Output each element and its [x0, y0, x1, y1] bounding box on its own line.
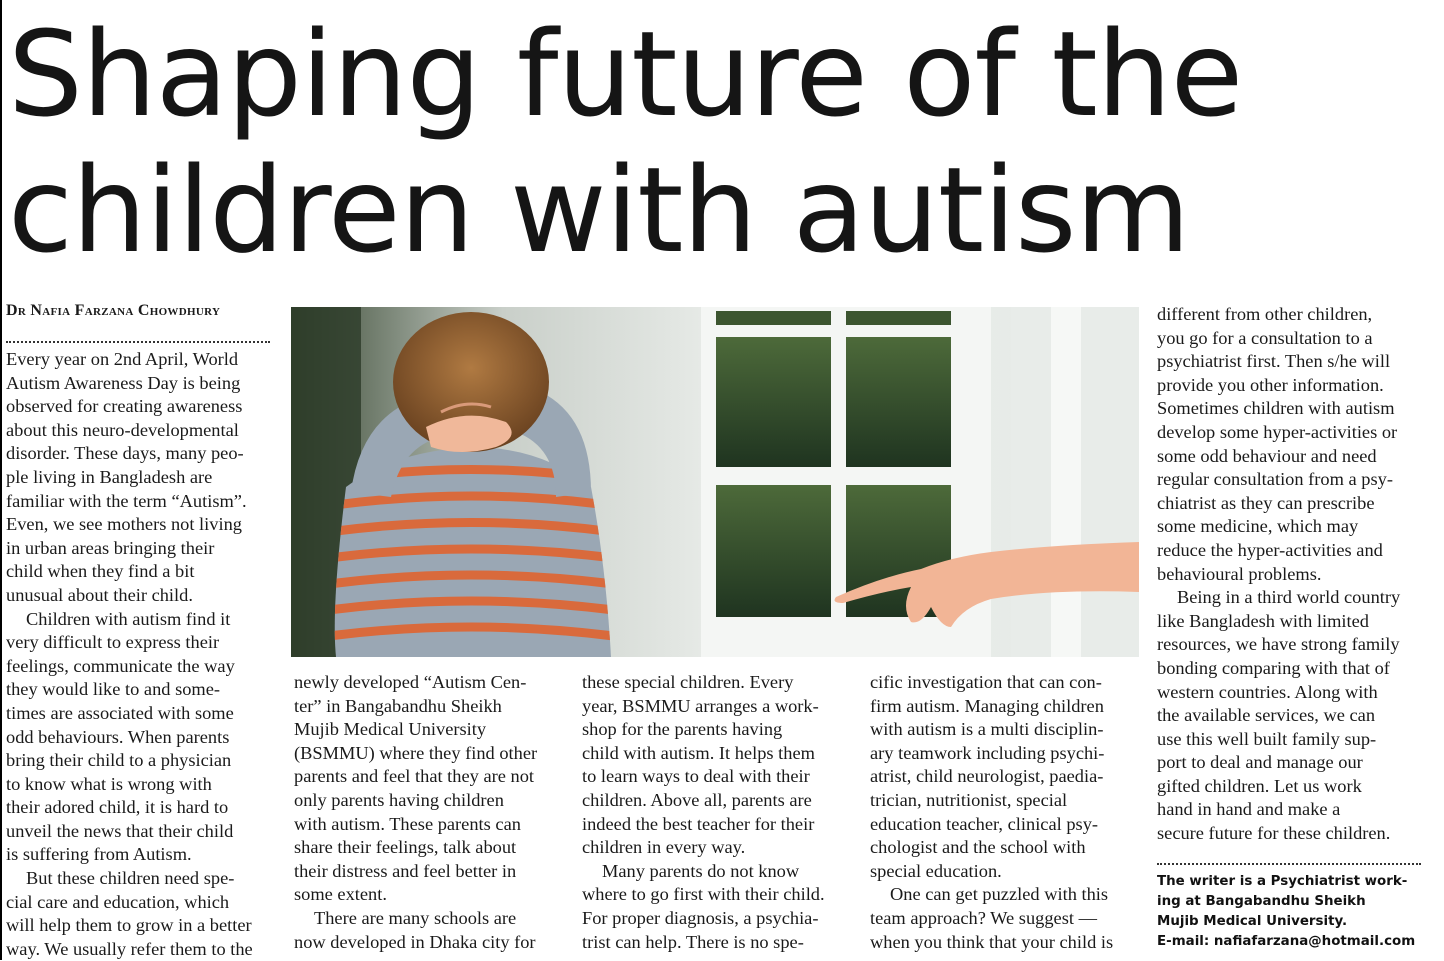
- text-line: secure future for these children.: [1157, 823, 1391, 844]
- text-line: chologist and the school with: [870, 837, 1086, 858]
- text-line: with autism is a multi disciplin-: [870, 719, 1104, 740]
- text-line: different from other children,: [1157, 304, 1373, 324]
- text-line: familiar with the term “Autism”.: [6, 490, 247, 511]
- child-photo-illustration: [291, 307, 1139, 657]
- footnote-email: E-mail: nafiafarzana@hotmail.com: [1157, 934, 1416, 949]
- text-line: ter” in Bangabandhu Sheikh: [294, 695, 502, 716]
- text-line: For proper diagnosis, a psychia-: [582, 907, 819, 928]
- text-line: like Bangladesh with limited: [1157, 610, 1369, 631]
- text-line: chiatrist as they can prescribe: [1157, 492, 1375, 513]
- text-line: is suffering from Autism.: [6, 844, 192, 865]
- text-line: Every year on 2nd April, World: [6, 349, 239, 369]
- col3-paragraph-1: [582, 671, 854, 860]
- headline-line-1: Shaping future of the: [8, 5, 1243, 143]
- col2-paragraph-2: [294, 907, 566, 954]
- text-line: education teacher, clinical psy-: [870, 813, 1099, 834]
- text-line: with autism. These parents can: [294, 813, 521, 834]
- author-footnote: [1157, 872, 1437, 952]
- text-line: trician, nutritionist, special: [870, 789, 1068, 810]
- byline: Dr Nafia Farzana Chowdhury: [6, 302, 221, 319]
- text-line: will help them to grow in a better: [6, 915, 252, 936]
- text-line: hand in hand and make a: [1157, 799, 1341, 820]
- text-line: some extent.: [294, 884, 387, 905]
- window-pane: [846, 337, 951, 467]
- text-line: But these children need spe-: [26, 868, 235, 889]
- text-line: regular consultation from a psy-: [1157, 469, 1393, 490]
- text-line: gifted children. Let us work: [1157, 775, 1362, 796]
- text-line: child when they find a bit: [6, 561, 195, 582]
- byline-divider: [6, 341, 270, 343]
- text-line: these special children. Every: [582, 672, 794, 692]
- footnote-line: Mujib Medical University.: [1157, 914, 1348, 929]
- text-line: bonding comparing with that of: [1157, 657, 1390, 678]
- column-2: [294, 671, 566, 954]
- text-line: share their feelings, talk about: [294, 837, 517, 858]
- text-line: There are many schools are: [314, 907, 517, 928]
- text-line: Many parents do not know: [602, 860, 800, 881]
- text-line: where to go first with their child.: [582, 884, 825, 905]
- text-line: Children with autism find it: [26, 608, 231, 629]
- text-line: now developed in Dhaka city for: [294, 931, 536, 952]
- text-line: Being in a third world country: [1177, 587, 1401, 608]
- text-line: times are associated with some: [6, 702, 234, 723]
- text-line: to learn ways to deal with their: [582, 766, 810, 787]
- text-line: newly developed “Autism Cen-: [294, 672, 527, 692]
- text-line: unusual about their child.: [6, 584, 193, 605]
- col1-paragraph-2: [6, 608, 278, 868]
- text-line: the available services, we can: [1157, 705, 1376, 726]
- text-line: their distress and feel better in: [294, 860, 517, 881]
- text-line: atrist, child neurologist, paedia-: [870, 766, 1104, 787]
- text-line: to know what is wrong with: [6, 773, 212, 794]
- footnote-divider: [1157, 863, 1421, 865]
- text-line: Sometimes children with autism: [1157, 398, 1395, 419]
- text-line: year, BSMMU arranges a work-: [582, 695, 819, 716]
- column-3: [582, 671, 854, 954]
- text-line: shop for the parents having: [582, 719, 783, 740]
- text-line: team approach? We suggest —: [870, 907, 1097, 928]
- text-line: when you think that your child is: [870, 931, 1114, 952]
- text-line: trist can help. There is no spe-: [582, 931, 804, 952]
- text-line: in urban areas bringing their: [6, 537, 215, 558]
- text-line: only parents having children: [294, 789, 504, 810]
- text-line: cific investigation that can con-: [870, 672, 1102, 692]
- text-line: bring their child to a physician: [6, 750, 232, 771]
- text-line: some odd behaviour and need: [1157, 445, 1377, 466]
- text-line: indeed the best teacher for their: [582, 813, 815, 834]
- text-line: ple living in Bangladesh are: [6, 466, 213, 487]
- text-line: western countries. Along with: [1157, 681, 1378, 702]
- col4-paragraph-2: [870, 883, 1142, 954]
- headline: [8, 6, 1428, 278]
- article-photo: [291, 307, 1139, 657]
- text-line: child with autism. It helps them: [582, 742, 815, 763]
- text-line: cial care and education, which: [6, 891, 230, 912]
- page-left-rule: [0, 0, 2, 960]
- headline-line-2: children with autism: [8, 141, 1190, 279]
- text-line: Even, we see mothers not living: [6, 514, 242, 535]
- text-line: port to deal and manage our: [1157, 752, 1363, 773]
- col2-paragraph-1: [294, 671, 566, 907]
- text-line: psychiatrist first. Then s/he will: [1157, 351, 1391, 372]
- column-4: [870, 671, 1142, 954]
- text-line: observed for creating awareness: [6, 396, 243, 417]
- text-line: (BSMMU) where they find other: [294, 742, 538, 763]
- col3-paragraph-2: [582, 860, 854, 954]
- text-line: reduce the hyper-activities and: [1157, 539, 1383, 560]
- text-line: firm autism. Managing children: [870, 695, 1104, 716]
- text-line: disorder. These days, many peo-: [6, 443, 244, 464]
- col1-paragraph-1: [6, 348, 278, 608]
- column-1: [6, 348, 278, 961]
- text-line: their adored child, it is hard to: [6, 797, 229, 818]
- text-line: unveil the news that their child: [6, 820, 234, 841]
- text-line: parents and feel that they are not: [294, 766, 534, 787]
- text-line: develop some hyper-activities or: [1157, 421, 1398, 442]
- text-line: special education.: [870, 860, 1002, 881]
- text-line: use this well built family sup-: [1157, 728, 1377, 749]
- text-line: some medicine, which may: [1157, 516, 1359, 537]
- text-line: provide you other information.: [1157, 374, 1384, 395]
- text-line: odd behaviours. When parents: [6, 726, 230, 747]
- footnote-line: ing at Bangabandhu Sheikh: [1157, 894, 1366, 909]
- text-line: One can get puzzled with this: [890, 884, 1109, 905]
- text-line: children. Above all, parents are: [582, 789, 812, 810]
- window-pane: [716, 485, 831, 617]
- text-line: they would like to and some-: [6, 679, 221, 700]
- text-line: way. We usually refer them to the: [6, 938, 253, 959]
- col4-paragraph-1: [870, 671, 1142, 883]
- text-line: Mujib Medical University: [294, 719, 487, 740]
- text-line: children in every way.: [582, 837, 746, 858]
- text-line: feelings, communicate the way: [6, 655, 235, 676]
- text-line: Autism Awareness Day is being: [6, 372, 241, 393]
- col5-paragraph-1: [1157, 303, 1439, 586]
- text-line: you go for a consultation to a: [1157, 327, 1373, 348]
- footnote-line: The writer is a Psychiatrist work-: [1157, 874, 1408, 889]
- text-line: behavioural problems.: [1157, 563, 1322, 584]
- text-line: resources, we have strong family: [1157, 634, 1400, 655]
- column-5: [1157, 303, 1439, 846]
- col1-paragraph-3: [6, 867, 278, 961]
- col5-paragraph-2: [1157, 586, 1439, 846]
- text-line: about this neuro-developmental: [6, 419, 239, 440]
- text-line: very difficult to express their: [6, 632, 220, 653]
- text-line: ary teamwork including psychi-: [870, 742, 1105, 763]
- window-pane: [716, 337, 831, 467]
